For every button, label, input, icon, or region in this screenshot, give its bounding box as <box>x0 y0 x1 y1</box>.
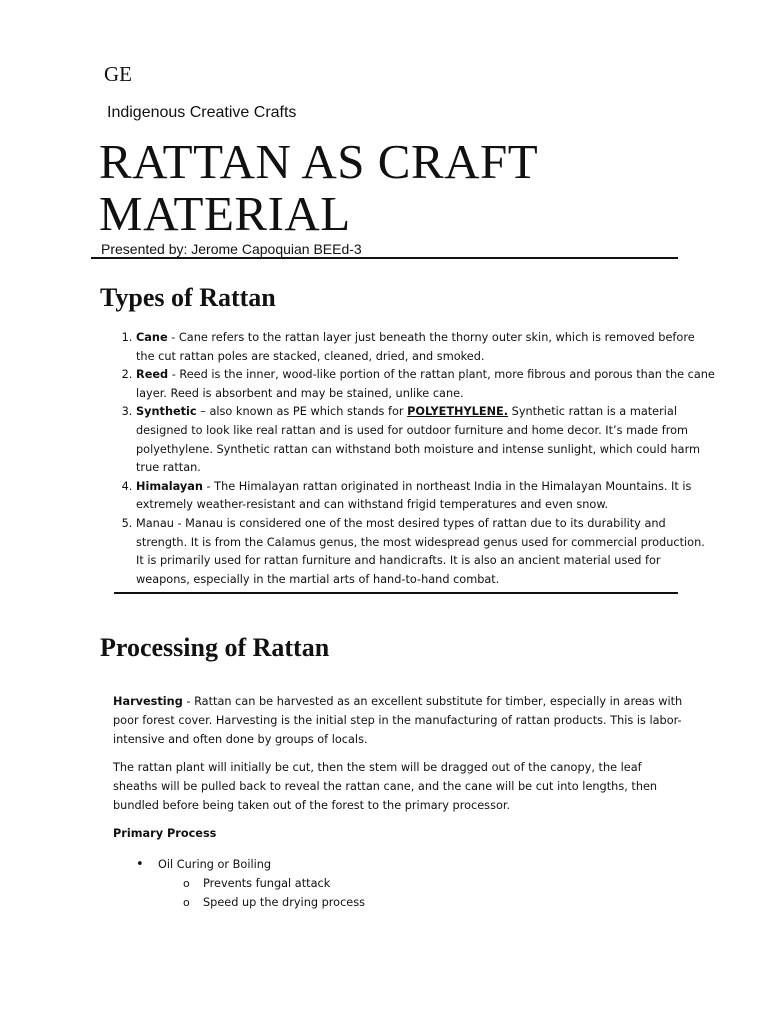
list-item <box>136 366 716 403</box>
item-text: – also known as PE which stands for <box>196 405 408 419</box>
sub-list <box>158 874 698 912</box>
item-term: Cane <box>136 331 168 344</box>
list-item <box>158 855 698 912</box>
item-text: - Cane refers to the rattan layer just beneath the thorny outer skin, which is removed before the cut rattan poles are stacked, cleaned, dried, and smoked. <box>136 331 695 363</box>
sub-list-item: o Prevents fungal attack <box>203 874 698 893</box>
header-divider <box>91 257 678 259</box>
item-term: Himalayan <box>136 479 203 493</box>
item-text: Manau - Manau is considered one of the most desired types of rattan due to its durability and strength. It is from the Calamus genus, the most widespread genus used for commercial production. It is primarily used for rattan furniture and handicrafts. It is also an ancient material used for weapons, especially in the martial arts of hand-to-hand combat. <box>136 516 705 586</box>
subject-name: Indigenous Creative Crafts <box>107 104 297 121</box>
item-text: Synthetic rattan is a material designed to look like real rattan and is used for outdoor furniture and home decor. It’s made from polyethylene. Synthetic rattan can withstand both moisture and intense sunlight, which could harm true rattan. <box>136 405 701 475</box>
harvesting-term: Harvesting <box>113 695 183 708</box>
list-item <box>136 515 716 589</box>
list-item <box>136 403 716 477</box>
types-divider <box>114 592 678 594</box>
harvesting-paragraph <box>113 692 683 749</box>
process-step: Oil Curing or Boiling <box>158 858 272 871</box>
processing-heading: Processing of Rattan <box>100 633 330 662</box>
harvesting-text: - Rattan can be harvested as an excellent substitute for timber, especially in areas with poor forest cover. Harvesting is the initial step in the manufacturing of rattan products. This is labor-intensive and often done by groups of locals. <box>113 695 683 746</box>
primary-process-heading: Primary Process <box>113 827 217 840</box>
types-list <box>100 329 716 589</box>
types-heading: Types of Rattan <box>100 283 276 312</box>
presenter-line: Presented by: Jerome Capoquian BEEd-3 <box>101 241 362 257</box>
sub-list-item: o Speed up the drying process <box>203 893 698 912</box>
emphasis-text: POLYETHYLENE. <box>407 405 509 419</box>
item-text: - The Himalayan rattan originated in northeast India in the Himalayan Mountains. It is extremely weather-resistant and can withstand frigid temperatures and even snow. <box>136 479 692 512</box>
list-item <box>136 478 716 515</box>
list-item <box>136 329 716 366</box>
item-text: - Reed is the inner, wood-like portion of the rattan plant, more fibrous and porous than the cane layer. Reed is absorbent and may be stained, unlike cane. <box>136 368 715 400</box>
cutting-paragraph: The rattan plant will initially be cut, then the stem will be dragged out of the canopy, the leaf sheaths will be pulled back to reveal the rattan cane, and the cane will be cut into lengths, then bundled before being taken out of the forest to the primary processor. <box>113 761 658 812</box>
primary-process-list <box>113 855 698 912</box>
document-title: RATTAN AS CRAFT MATERIAL <box>99 134 538 241</box>
item-term: Reed <box>136 368 169 382</box>
course-code: GE <box>104 62 132 86</box>
item-term: Synthetic <box>136 405 197 419</box>
